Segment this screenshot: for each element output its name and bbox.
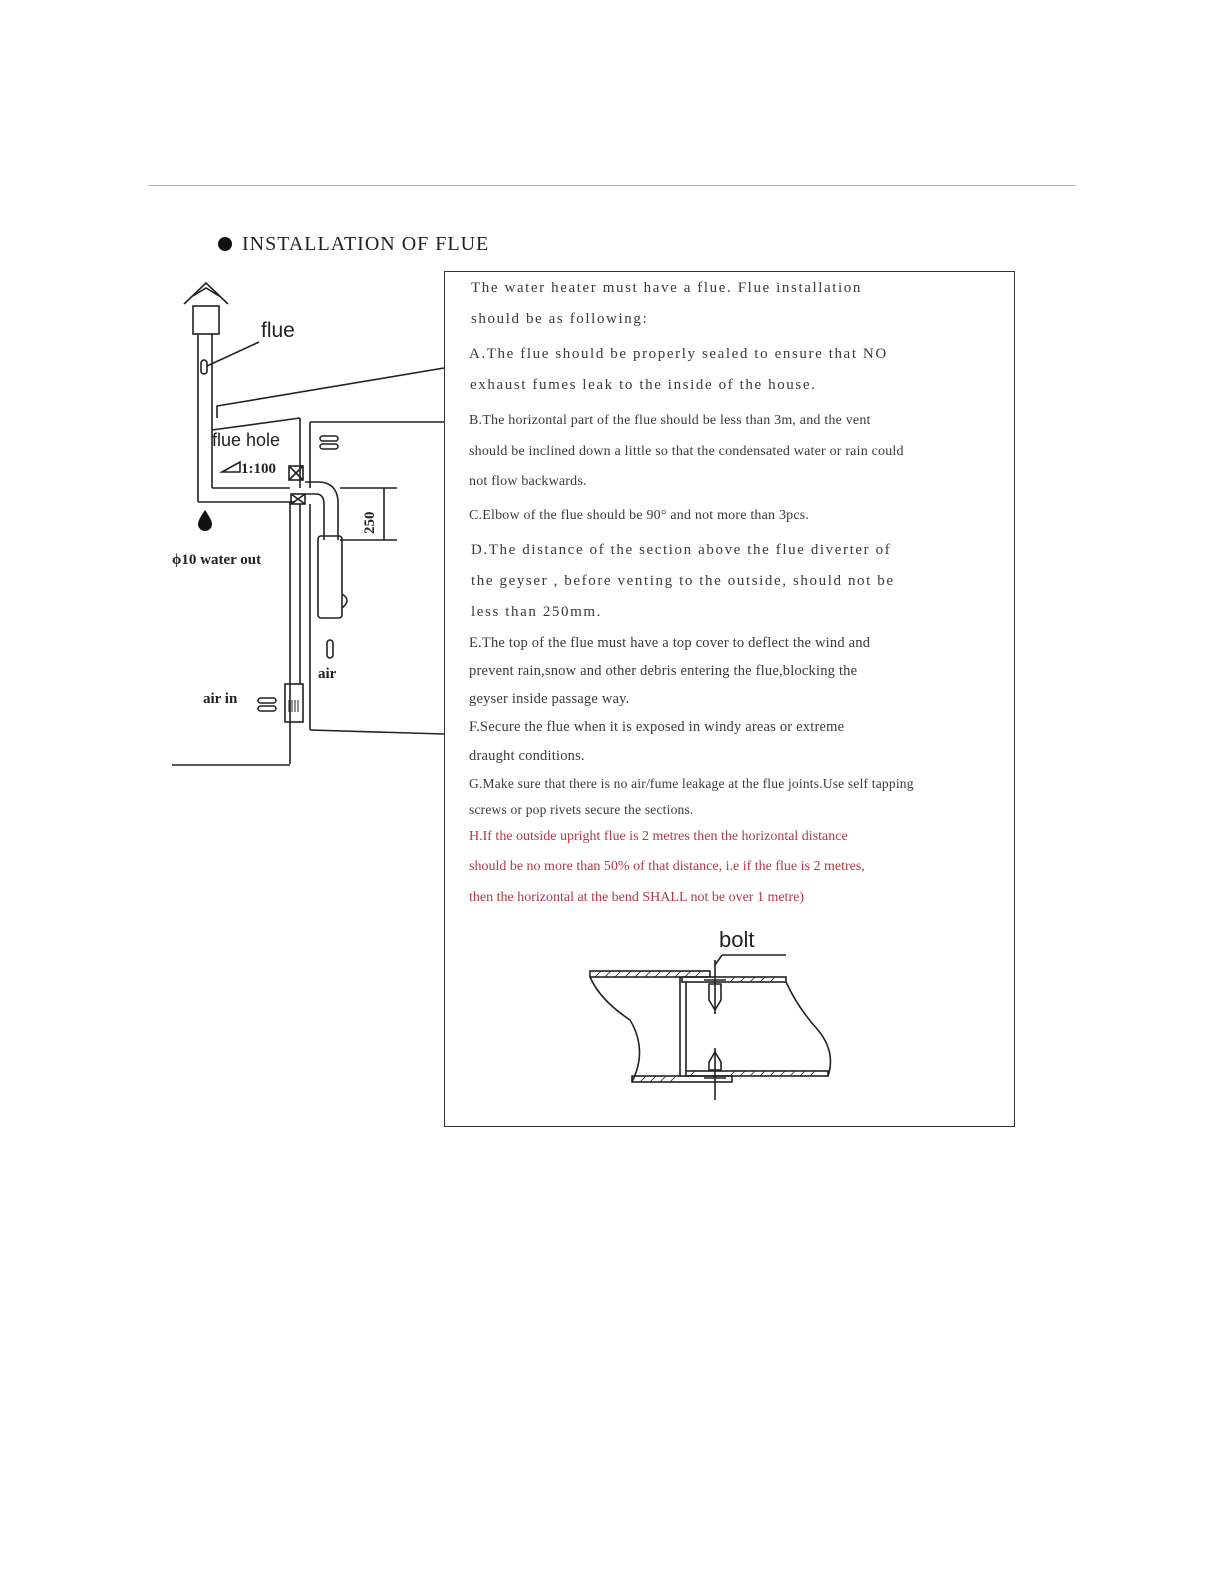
item-a-line-1: A.The flue should be properly sealed to ensure that NO [469,346,888,362]
water-out-label: ϕ10 water out [172,552,262,568]
item-c-line-1: C.Elbow of the flue should be 90° and not more than 3pcs. [469,508,810,523]
pipe-hatching [595,971,815,1082]
item-g-line-1: G.Make sure that there is no air/fume leakage at the flue joints.Use self tapping [469,776,914,791]
item-h-line-1: H.If the outside upright flue is 2 metres then the horizontal distance [469,829,848,844]
item-g-line-2: screws or pop rivets secure the sections. [469,802,694,817]
left-pipe-end [590,977,640,1082]
intro-line-2: should be as following: [471,311,649,327]
right-pipe-end [786,982,830,1076]
item-b-line-2: should be inclined down a little so that the condensated water or rain could [469,444,904,459]
item-d-line-3: less than 250mm. [471,604,603,620]
item-d-line-1: D.The distance of the section above the flue diverter of [471,542,892,558]
item-f-line-2: draught conditions. [469,748,585,764]
air-label: air [318,666,337,682]
item-b-line-3: not flow backwards. [469,474,587,489]
item-e-line-1: E.The top of the flue must have a top cover to deflect the wind and [469,635,871,651]
item-d-line-2: the geyser , before venting to the outside, should not be [471,573,895,589]
item-b-line-1: B.The horizontal part of the flue should be less than 3m, and the vent [469,413,871,428]
flue-label: flue [261,319,295,342]
dimension-label: 250 [362,511,378,534]
item-f-line-1: F.Secure the flue when it is exposed in windy areas or extreme [469,719,845,735]
item-h-line-3: then the horizontal at the bend SHALL not be over 1 metre) [469,890,804,905]
item-a-line-2: exhaust fumes leak to the inside of the house. [470,377,817,393]
air-in-label: air in [203,691,238,707]
section-title: INSTALLATION OF FLUE [242,232,490,255]
flue-hole-label: flue hole [212,430,281,450]
item-e-line-3: geyser inside passage way. [469,691,630,707]
bolt-label: bolt [719,927,755,952]
slope-label: 1:100 [241,461,276,477]
intro-line-1: The water heater must have a flue. Flue installation [471,280,863,296]
item-e-line-2: prevent rain,snow and other debris entering the flue,blocking the [469,663,858,679]
item-h-line-2: should be no more than 50% of that distance, i.e if the flue is 2 metres, [469,859,865,874]
